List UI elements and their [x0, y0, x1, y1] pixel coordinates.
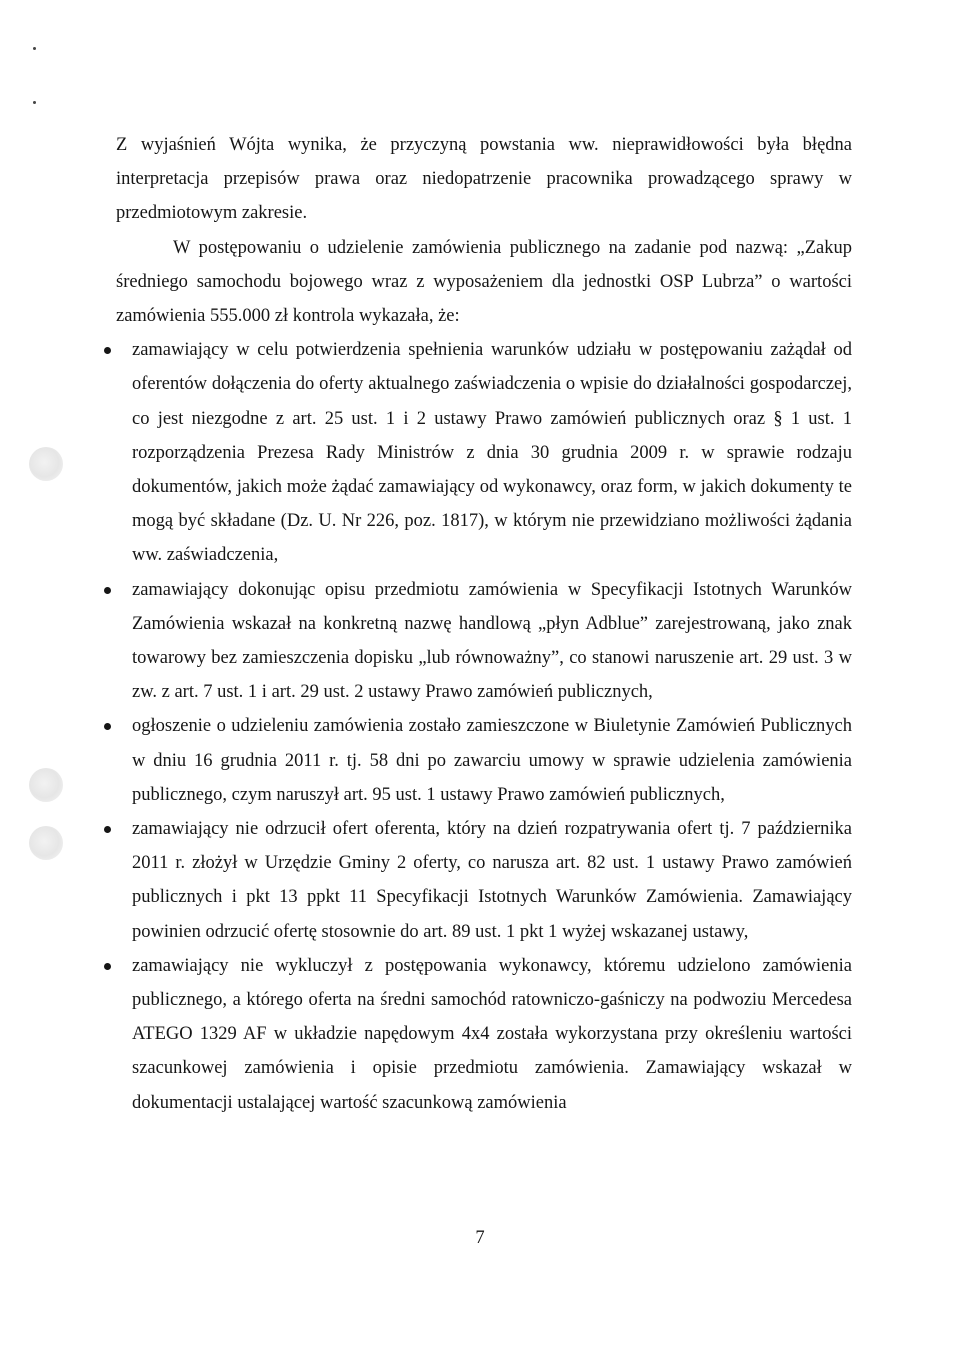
- page-number: 7: [475, 1228, 485, 1248]
- list-item: [116, 949, 852, 1120]
- list-item-text: ogłoszenie o udzieleniu zamówienia zostało zamieszczone w Biuletynie Zamówień Publicznych w dniu 16 grudnia 2011 r. tj. 58 dni po zawarciu umowy w sprawie udzielenia zamówienia publicznego, czym naruszył art. 95 ust. 1 ustawy Prawo zamówień publicznych,: [132, 716, 852, 805]
- punch-hole: [29, 768, 63, 802]
- list-item: [116, 709, 852, 812]
- document-body: [116, 128, 852, 1120]
- bullet-icon: [104, 963, 111, 970]
- list-item-text: zamawiający nie wykluczył z postępowania wykonawcy, któremu udzielono zamówienia publicznego, a którego oferta na średni samochód ratowniczo-gaśniczy na podwoziu Mercedesa ATEGO 1329 AF w układzie napędowym 4x4 została wykorzystana przy określeniu wartości szacunkowej zamówienia i opisie przedmiotu zamówienia. Zamawiający wskazał w dokumentacji ustalającej wartość szacunkową zamówienia: [132, 955, 852, 1113]
- punch-hole: [29, 826, 63, 860]
- paragraph-procurement-intro: W postępowaniu o udzielenie zamówienia publicznego na zadanie pod nazwą: „Zakup średniego samochodu bojowego wraz z wyposażeniem dla jednostki OSP Lubrza” o wartości zamówienia 555.000 zł kontrola wykazała, że:: [116, 237, 852, 327]
- paragraph-explanation: Z wyjaśnień Wójta wynika, że przyczyną powstania ww. nieprawidłowości była błędna interpretacja przepisów prawa oraz niedopatrzenie pracownika prowadzącego sprawy w przedmiotowym zakresie.: [116, 135, 852, 224]
- list-item-text: zamawiający w celu potwierdzenia spełnienia warunków udziału w postępowaniu zażądał od oferentów dołączenia do oferty aktualnego zaświadczenia o wpisie do działalności gospodarczej, co jest niezgodne z art. 25 ust. 1 i 2 ustawy Prawo zamówień publicznych oraz § 1 ust. 1 rozporządzenia Prezesa Rady Ministrów z dnia 30 grudnia 2009 r. w sprawie rodzaju dokumentów, jakich może żądać zamawiający od wykonawcy, oraz form, w jakich dokumenty te mogą być składane (Dz. U. Nr 226, poz. 1817), w którym nie przewidziano możliwości żądania ww. zaświadczenia,: [132, 340, 852, 566]
- bullet-icon: [104, 587, 111, 594]
- list-item-text: zamawiający dokonując opisu przedmiotu zamówienia w Specyfikacji Istotnych Warunków Zamówienia wskazał na konkretną nazwę handlową „płyn Adblue” zarejestrowaną, jako znak towarowy bez zamieszczenia dopisku „lub równoważny”, co stanowi naruszenie art. 29 ust. 3 w zw. z art. 7 ust. 1 i art. 29 ust. 2 ustawy Prawo zamówień publicznych,: [132, 579, 852, 703]
- punch-hole: [29, 447, 63, 481]
- list-item-text: zamawiający nie odrzucił ofert oferenta, który na dzień rozpatrywania ofert tj. 7 października 2011 r. złożył w Urzędzie Gminy 2 oferty, co narusza art. 82 ust. 1 ustawy Prawo zamówień publicznych i pkt 13 ppkt 11 Specyfikacji Istotnych Warunków Zamówienia. Zamawiający powinien odrzucić ofertę stosownie do art. 89 ust. 1 pkt 1 wyżej wskazanej ustawy,: [132, 819, 852, 942]
- bullet-icon: [104, 826, 111, 833]
- scan-speck: [33, 101, 36, 104]
- scan-speck: [33, 47, 36, 50]
- bullet-icon: [104, 723, 111, 730]
- findings-list: [116, 333, 852, 1120]
- list-item: [116, 333, 852, 572]
- bullet-icon: [104, 347, 111, 354]
- list-item: [116, 573, 852, 710]
- list-item: [116, 812, 852, 949]
